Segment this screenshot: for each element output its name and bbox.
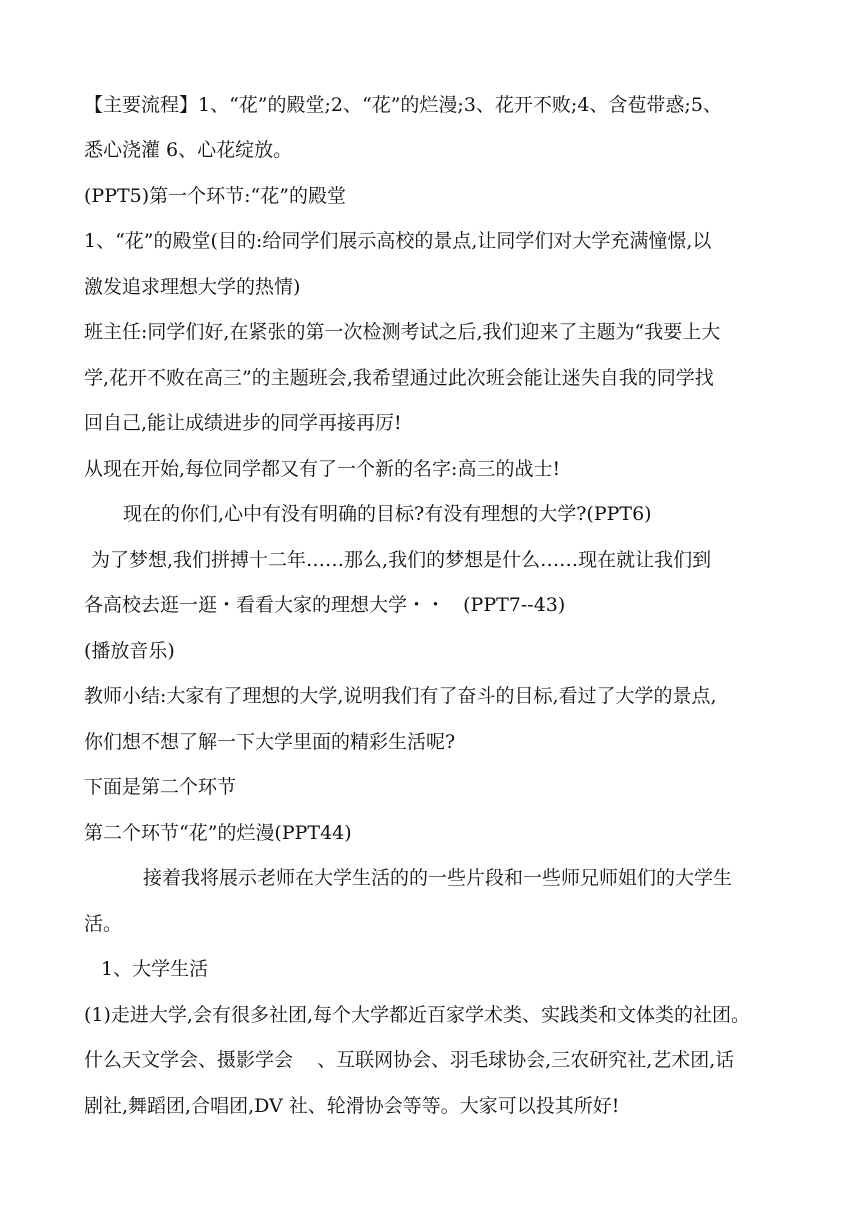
text-line-23: 剧社,舞蹈团,合唱团,DV 社、轮滑协会等等。大家可以投其所好!	[84, 1095, 620, 1117]
text-line-11: 为了梦想,我们拼搏十二年……那么,我们的梦想是什么……现在就让我们到	[91, 549, 712, 571]
text-line-12: 各高校去逛一逛・看看大家的理想大学・・ (PPT7--43)	[84, 594, 566, 616]
text-line-22: 什么天文学会、摄影学会 、互联网协会、羽毛球协会,三农研究社,艺术团,话	[84, 1049, 735, 1071]
text-line-19: 活。	[84, 913, 123, 935]
text-line-21: (1)走进大学,会有很多社团,每个大学都近百家学术类、实践类和文体类的社团。	[84, 1004, 750, 1026]
text-line-10: 现在的你们,心中有没有明确的目标?有没有理想的大学?(PPT6)	[123, 503, 652, 525]
text-line-7: 学,花开不败在高三”的主题班会,我希望通过此次班会能让迷失自我的同学找	[84, 367, 714, 389]
text-line-17: 第二个环节“花”的烂漫(PPT44)	[84, 822, 352, 844]
text-line-5: 激发追求理想大学的热情)	[84, 276, 301, 298]
text-line-20: 1、大学生活	[101, 958, 209, 980]
text-line-16: 下面是第二个环节	[84, 776, 237, 798]
text-line-1: 【主要流程】1、“花”的殿堂;2、“花”的烂漫;3、花开不败;4、含苞带惑;5、	[84, 94, 722, 116]
text-line-2: 悉心浇灌 6、心花绽放。	[84, 139, 293, 161]
text-line-13: (播放音乐)	[84, 640, 175, 662]
text-line-9: 从现在开始,每位同学都又有了一个新的名字:高三的战士!	[84, 458, 561, 480]
text-line-14: 教师小结:大家有了理想的大学,说明我们有了奋斗的目标,看过了大学的景点,	[84, 685, 717, 707]
text-line-6: 班主任:同学们好,在紧张的第一次检测考试之后,我们迎来了主题为“我要上大	[84, 321, 721, 343]
text-line-8: 回自己,能让成绩进步的同学再接再厉!	[84, 412, 402, 434]
text-line-15: 你们想不想了解一下大学里面的精彩生活呢?	[84, 731, 456, 753]
text-line-18: 接着我将展示老师在大学生活的的一些片段和一些师兄师姐们的大学生	[143, 867, 733, 889]
text-line-4: 1、“花”的殿堂(目的:给同学们展示高校的景点,让同学们对大学充满憧憬,以	[84, 230, 712, 252]
text-line-3: (PPT5)第一个环节:“花”的殿堂	[84, 185, 346, 207]
